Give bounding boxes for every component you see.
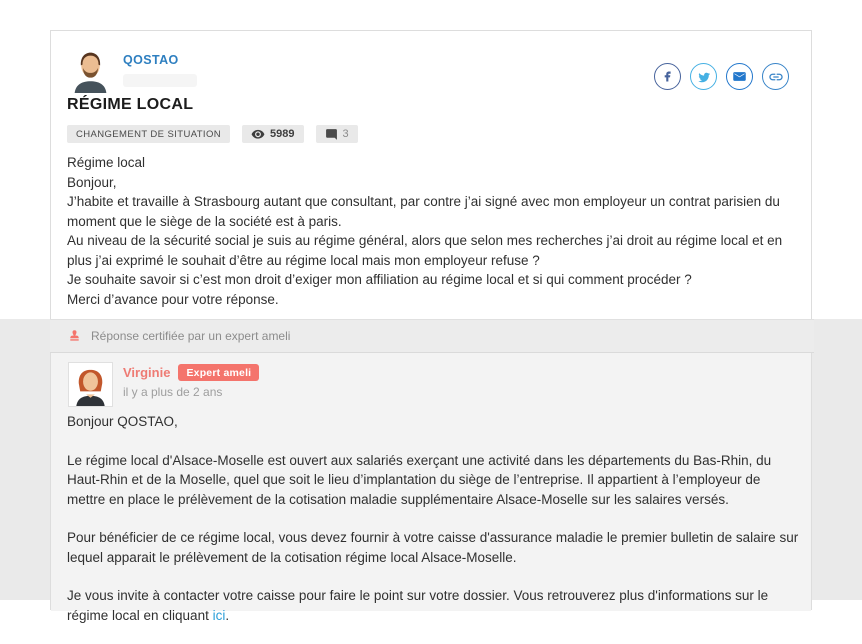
question-body bbox=[67, 153, 803, 309]
answer-author-name[interactable]: Virginie bbox=[123, 365, 171, 380]
share-facebook-button[interactable] bbox=[654, 63, 681, 90]
topic-title: RÉGIME LOCAL bbox=[67, 96, 194, 113]
question-line: Régime local bbox=[67, 155, 146, 170]
question-line: Je souhaite savoir si c’est mon droit d’exiger mon affiliation au régime local et si qui comment procéder ? bbox=[67, 272, 692, 287]
answer-body bbox=[67, 412, 801, 644]
expert-answer bbox=[51, 353, 811, 623]
answer-final-period: . bbox=[225, 607, 230, 623]
share-twitter-button[interactable] bbox=[690, 63, 717, 90]
certified-answer-label: Réponse certifiée par un expert ameli bbox=[91, 329, 291, 343]
answer-author-avatar bbox=[68, 362, 113, 407]
blurred-timestamp bbox=[123, 74, 197, 87]
answer-paragraph: Pour bénéficier de ce régime local, vous devez fournir à votre caisse d'assurance maladie le premier bulletin de salaire sur lequel apparait le prélèvement de la cotisation régime local Alsace-Moselle. bbox=[67, 530, 799, 565]
envelope-icon bbox=[732, 69, 747, 84]
comment-bubble-icon bbox=[325, 128, 338, 141]
share-email-button[interactable] bbox=[726, 63, 753, 90]
question-line: J’habite et travaille à Strasbourg autant que consultant, par contre j’ai signé avec mon employeur un contrat parisien du moment que le siège de la société est à paris. bbox=[67, 194, 780, 229]
answer-paragraph-final bbox=[67, 586, 801, 625]
comments-counter bbox=[316, 125, 358, 143]
question-line: Merci d’avance pour votre réponse. bbox=[67, 291, 279, 307]
answer-timestamp: il y a plus de 2 ans bbox=[123, 385, 223, 399]
man-avatar-icon bbox=[68, 48, 113, 93]
question-line: Bonjour, bbox=[67, 174, 117, 190]
answer-paragraph: Le régime local d'Alsace-Moselle est ouvert aux salariés exerçant une activité dans les départements du Bas-Rhin, du Haut-Rhin et de la Moselle, quel que soit le lieu d’implantation du siège de l’entreprise. Il appartient à l’employeur de mettre en place le prélèvement de la cotisation maladie supplémentaire Alsace-Moselle sur les salaires versés. bbox=[67, 452, 772, 507]
answer-paragraph: Bonjour QOSTAO, bbox=[67, 414, 178, 429]
comments-count: 3 bbox=[342, 128, 349, 140]
expert-badge: Expert ameli bbox=[178, 364, 259, 381]
share-copy-link-button[interactable] bbox=[762, 63, 789, 90]
facebook-icon bbox=[660, 69, 675, 84]
category-tag-label: CHANGEMENT DE SITUATION bbox=[76, 128, 222, 140]
question-line: Au niveau de la sécurité social je suis au régime général, alors que selon mes recherches j’ai droit au régime local et en plus j’ai exprimé le souhait d’être au régime local mais mon employeur refuse ? bbox=[67, 233, 783, 268]
views-count: 5989 bbox=[270, 128, 295, 140]
question-author-avatar bbox=[68, 48, 113, 93]
views-counter bbox=[242, 125, 303, 143]
link-icon bbox=[768, 69, 784, 85]
answer-final-text: Je vous invite à contacter votre caisse pour faire le point sur votre dossier. Vous retrouverez plus d'informations sur le régime local en cliquant bbox=[67, 588, 769, 623]
woman-avatar-icon bbox=[69, 363, 112, 406]
eye-icon bbox=[251, 127, 265, 141]
stamp-icon bbox=[67, 329, 82, 344]
question-author-name[interactable]: QOSTAO bbox=[123, 53, 179, 67]
answer-author-row bbox=[123, 364, 259, 381]
twitter-icon bbox=[696, 69, 712, 85]
share-buttons bbox=[654, 63, 789, 90]
certified-answer-bar bbox=[50, 319, 814, 353]
ici-link[interactable]: ici bbox=[212, 607, 226, 623]
topic-card bbox=[50, 30, 812, 623]
category-tag[interactable] bbox=[67, 125, 230, 143]
topic-meta-row bbox=[67, 125, 358, 143]
